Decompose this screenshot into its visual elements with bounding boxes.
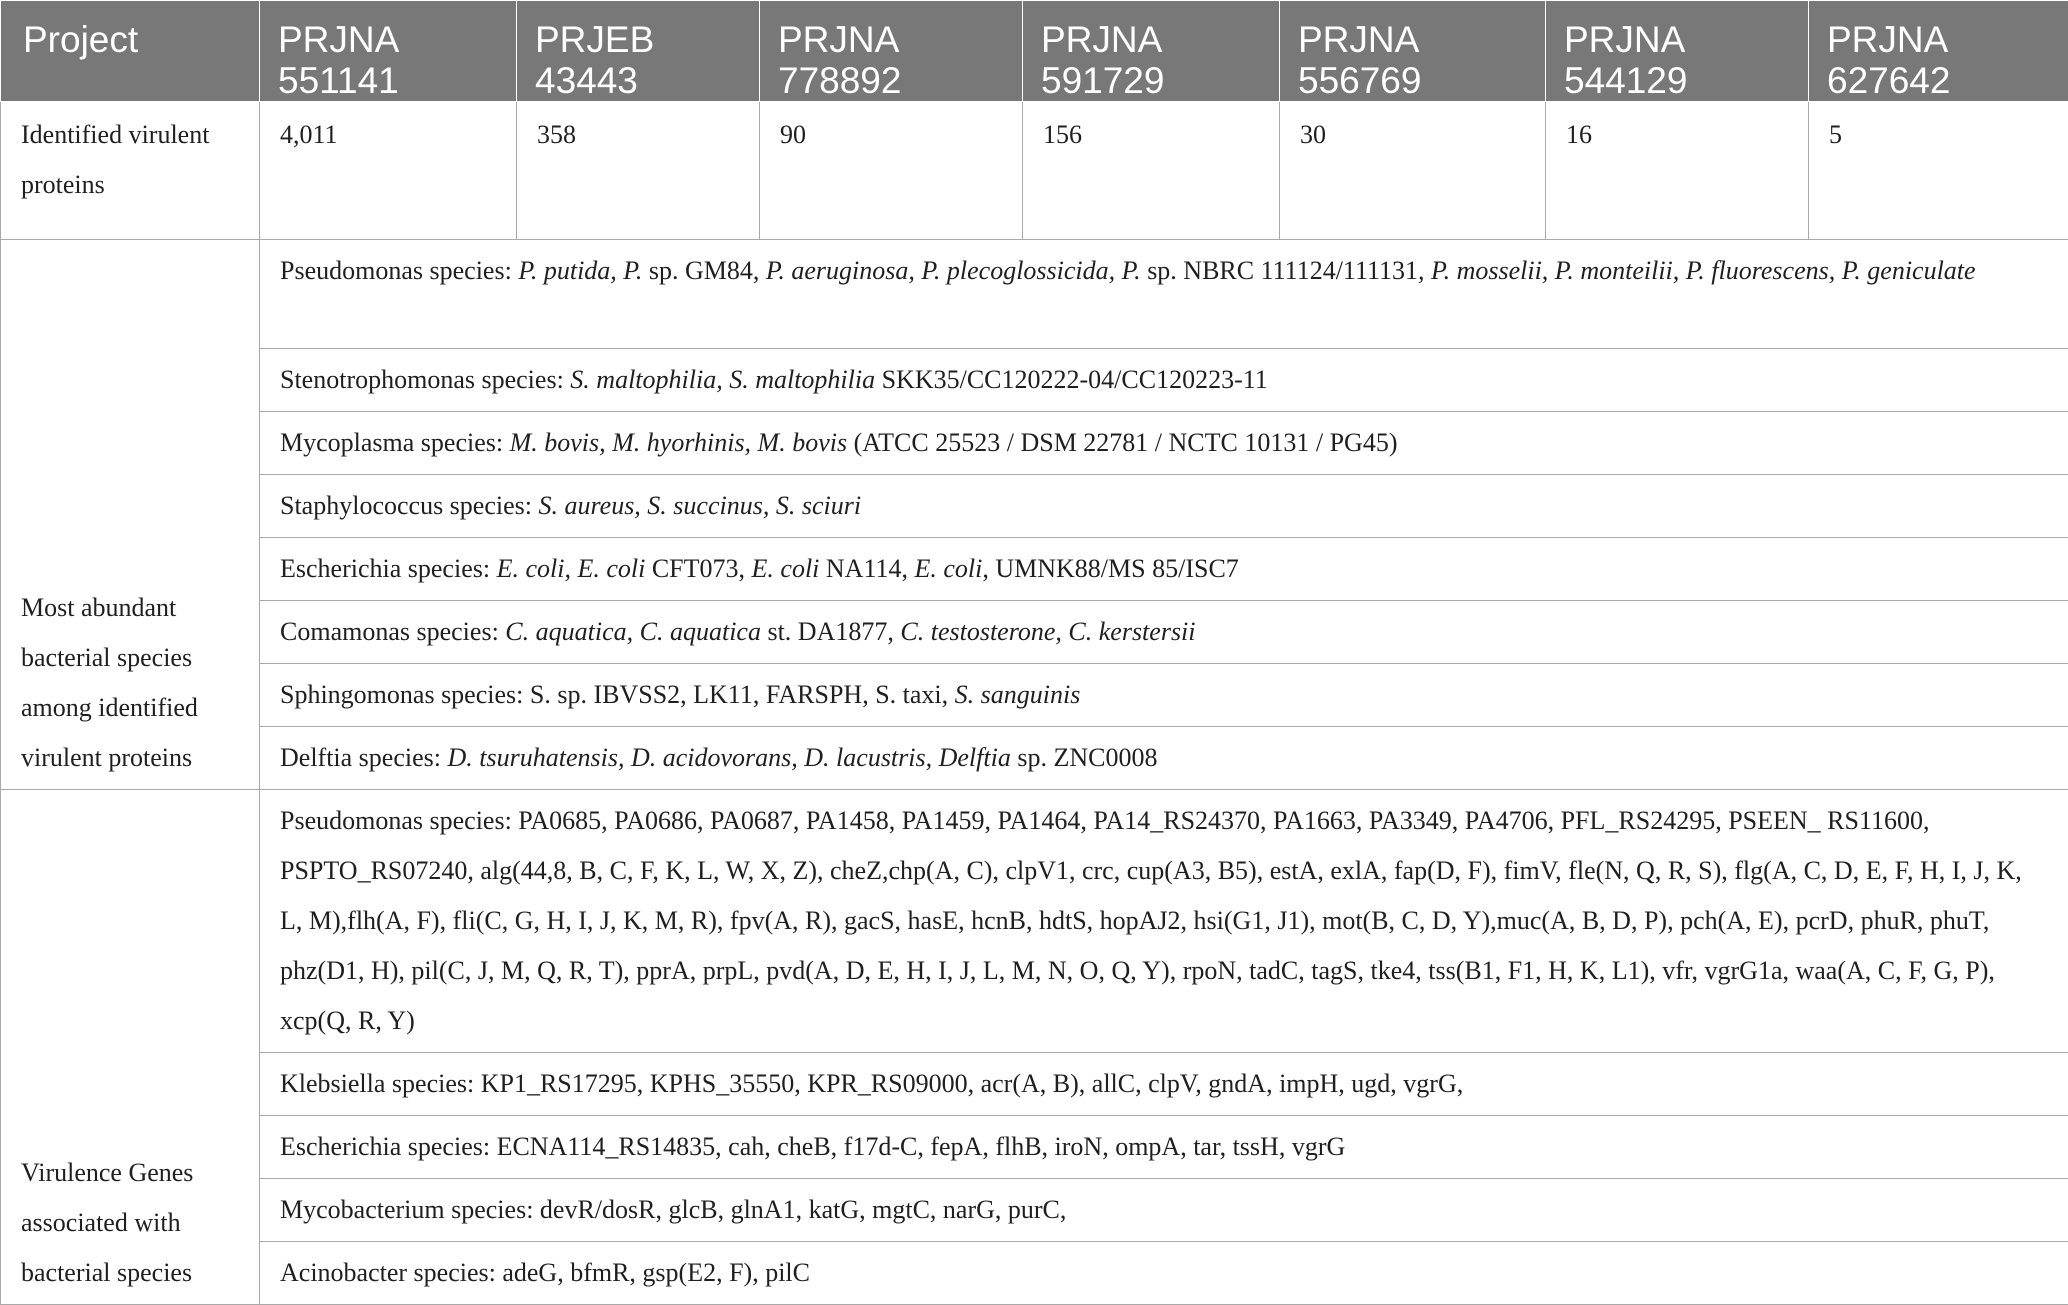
genus-label: Delftia species: xyxy=(280,743,448,772)
genus-label: Mycoplasma species: xyxy=(280,428,510,457)
abundant-row xyxy=(1,349,2068,412)
abundant-species-cell xyxy=(260,412,2068,475)
abundant-species-cell xyxy=(260,240,2068,349)
species-text: P. aeruginosa, P. plecoglossicida, P. xyxy=(766,256,1141,285)
species-text: st. DA1877, xyxy=(761,617,900,646)
species-text: E. coli xyxy=(752,554,820,583)
virulence-row xyxy=(1,1116,2068,1179)
virulence-row xyxy=(1,1242,2068,1305)
header-project-1: PRJNA 551141 xyxy=(260,1,517,102)
abundant-species-cell xyxy=(260,538,2068,601)
header-project-5: PRJNA 556769 xyxy=(1280,1,1546,102)
virulence-row xyxy=(1,790,2068,1053)
species-text: C. testosterone, C. kerstersii xyxy=(900,617,1195,646)
species-text: E. coli, E. coli xyxy=(497,554,646,583)
genus-label: Pseudomonas species: xyxy=(280,256,518,285)
header-project-4: PRJNA 591729 xyxy=(1023,1,1280,102)
header-project-7: PRJNA 627642 xyxy=(1809,1,2068,102)
abundant-row xyxy=(1,475,2068,538)
header-row xyxy=(1,1,2068,102)
species-text: D. tsuruhatensis, D. acidovorans, D. lacustris, Delftia xyxy=(448,743,1011,772)
species-text: S. maltophilia, S. maltophilia xyxy=(570,365,875,394)
virulence-genes-label: Virulence Genes associated with bacterial species xyxy=(1,790,260,1305)
virulence-genes-cell: Escherichia species: ECNA114_RS14835, cah, cheB, f17d-C, fepA, flhB, iroN, ompA, tar, tssH, vgrG xyxy=(260,1116,2068,1179)
virulence-row xyxy=(1,1179,2068,1242)
species-text: S. sanguinis xyxy=(955,680,1081,709)
header-project-2: PRJEB 43443 xyxy=(517,1,760,102)
abundant-row xyxy=(1,538,2068,601)
identified-count-cell: 90 xyxy=(760,102,1023,240)
virulence-genes-cell: Klebsiella species: KP1_RS17295, KPHS_35550, KPR_RS09000, acr(A, B), allC, clpV, gndA, impH, ugd, vgrG, xyxy=(260,1053,2068,1116)
header-project-6: PRJNA 544129 xyxy=(1546,1,1809,102)
abundant-species-cell xyxy=(260,727,2068,790)
species-text: NA114, xyxy=(819,554,914,583)
virulence-row xyxy=(1,1053,2068,1116)
virulence-genes-cell: Pseudomonas species: PA0685, PA0686, PA0687, PA1458, PA1459, PA1464, PA14_RS24370, PA1663, PA3349, PA4706, PFL_RS24295, PSEEN_ RS11600, PSPTO_RS07240, alg(44,8, B, C, F, K, L, W, X, Z), cheZ,chp(A, C), clpV1, crc, cup(A3, B5), estA, exlA, fap(D, F), fimV, fle(N, Q, R, S), flg(A, C, D, E, F, H, I, J, K, L, M),flh(A, F), fli(C, G, H, I, J, K, M, R), fpv(A, R), gacS, hasE, hcnB, hdtS, hopAJ2, hsi(G1, J1), mot(B, C, D, Y),muc(A, B, D, P), pch(A, E), pcrD, phuR, phuT, phz(D1, H), pil(C, J, M, Q, R, T), pprA, prpL, pvd(A, D, E, H, I, J, L, M, N, O, Q, Y), rpoN, tadC, tagS, tke4, tss(B1, F1, H, K, L1), vfr, vgrG1a, waa(A, C, F, G, P), xcp(Q, R, Y) xyxy=(260,790,2068,1053)
species-text: , UMNK88/MS 85/ISC7 xyxy=(982,554,1238,583)
abundant-species-cell xyxy=(260,349,2068,412)
virulence-genes-cell: Acinobacter species: adeG, bfmR, gsp(E2, F), pilC xyxy=(260,1242,2068,1305)
species-text: , P. mosselii, P. monteilii, P. fluorescens, P. geniculate xyxy=(1418,256,1976,285)
abundant-row xyxy=(1,601,2068,664)
identified-count-cell: 156 xyxy=(1023,102,1280,240)
species-text: (ATCC 25523 / DSM 22781 / NCTC 10131 / PG45) xyxy=(847,428,1397,457)
header-project-label: Project xyxy=(1,1,260,102)
identified-count-cell: 16 xyxy=(1546,102,1809,240)
species-text: S. sp. IBVSS2, LK11, FARSPH, S. taxi, xyxy=(530,680,955,709)
virulence-genes-cell: Mycobacterium species: devR/dosR, glcB, glnA1, katG, mgtC, narG, purC, xyxy=(260,1179,2068,1242)
abundant-species-label: Most abundant bacterial species among identified virulent proteins xyxy=(1,240,260,790)
species-text: CFT073, xyxy=(645,554,751,583)
genus-label: Escherichia species: xyxy=(280,554,497,583)
species-text: SKK35/CC120222-04/CC120223-11 xyxy=(875,365,1268,394)
species-text: sp. NBRC 111124/111131 xyxy=(1141,256,1418,285)
abundant-species-cell xyxy=(260,601,2068,664)
species-text: sp. GM84, xyxy=(642,256,766,285)
abundant-species-cell xyxy=(260,475,2068,538)
abundant-row xyxy=(1,727,2068,790)
abundant-row xyxy=(1,664,2068,727)
identified-count-cell: 5 xyxy=(1809,102,2068,240)
identified-count-cell: 358 xyxy=(517,102,760,240)
abundant-species-cell xyxy=(260,664,2068,727)
species-text: E. coli xyxy=(914,554,982,583)
genus-label: Comamonas species: xyxy=(280,617,505,646)
species-text: P. putida, P. xyxy=(518,256,642,285)
abundant-row xyxy=(1,412,2068,475)
genus-label: Stenotrophomonas species: xyxy=(280,365,570,394)
genus-label: Staphylococcus species: xyxy=(280,491,539,520)
abundant-row xyxy=(1,240,2068,349)
identified-proteins-label: Identified virulent proteins xyxy=(1,102,260,240)
species-text: sp. ZNC0008 xyxy=(1011,743,1158,772)
identified-count-cell: 4,011 xyxy=(260,102,517,240)
species-text: S. aureus, S. succinus, S. sciuri xyxy=(539,491,862,520)
header-project-3: PRJNA 778892 xyxy=(760,1,1023,102)
species-text: C. aquatica, C. aquatica xyxy=(505,617,761,646)
identified-count-cell: 30 xyxy=(1280,102,1546,240)
genus-label: Sphingomonas species: xyxy=(280,680,530,709)
species-text: M. bovis, M. hyorhinis, M. bovis xyxy=(510,428,848,457)
identified-proteins-row xyxy=(1,102,2068,240)
